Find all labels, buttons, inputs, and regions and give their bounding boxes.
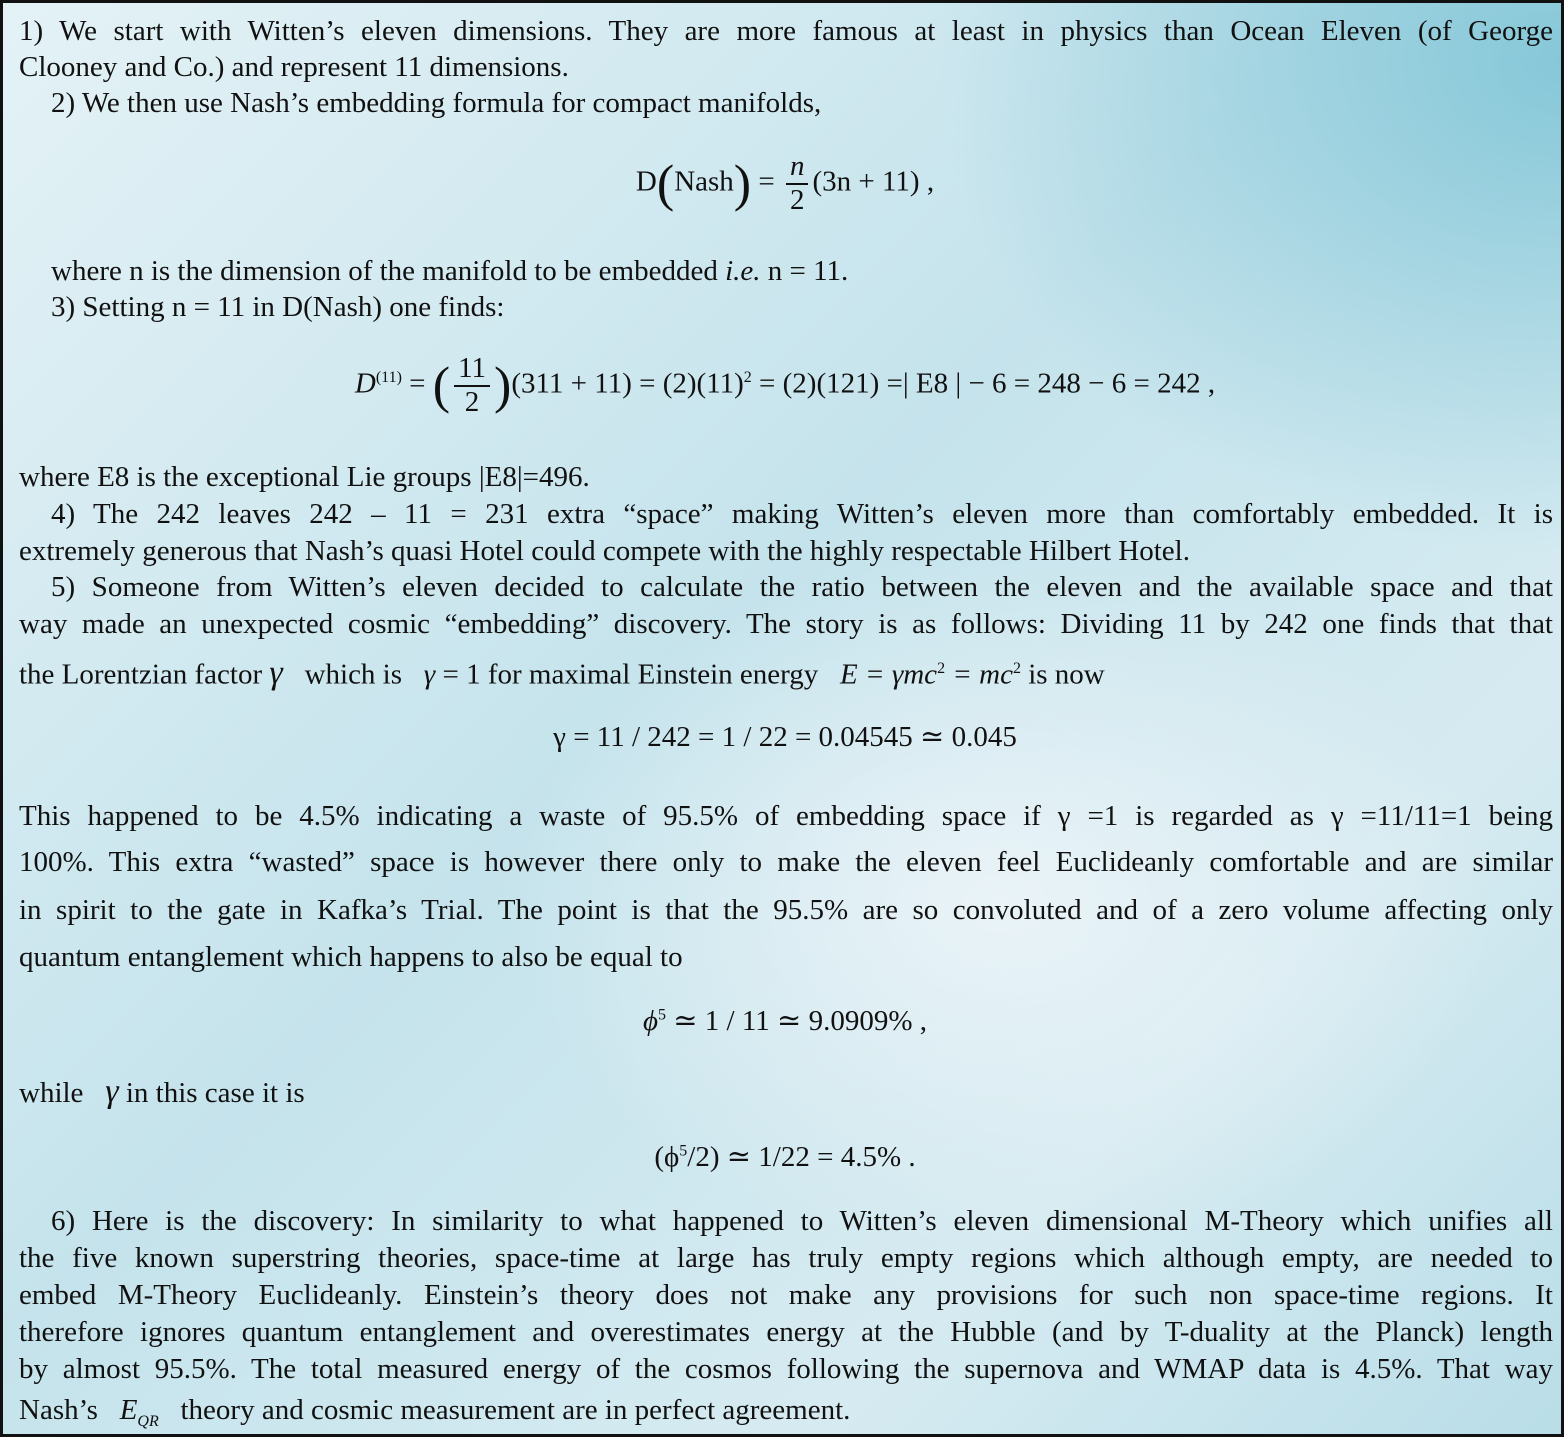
eq-superscript: (11) <box>375 368 402 386</box>
eq-part: /2) ≃ 1/22 = 4.5% . <box>687 1141 916 1173</box>
fraction-denominator: 2 <box>789 183 805 216</box>
text-line: quantum entanglement which happens to also be equal to <box>19 941 683 973</box>
eq-lhs: D <box>354 367 376 400</box>
gamma-symbol: γ <box>269 654 283 692</box>
text-segment: = 1 for maximal Einstein energy <box>442 658 819 691</box>
eq-trail: , <box>926 165 935 198</box>
phi-symbol: ϕ <box>642 1005 658 1037</box>
text-line: embed M-Theory Euclideanly. Einstein’s theory does not make any provisions for such non space-time regions. It <box>19 1279 1553 1311</box>
eq-sign: = <box>758 165 775 198</box>
equation-gamma: γ = 11 / 242 = 1 / 22 = 0.04545 ≃ 0.045 <box>553 721 1017 753</box>
equation-nash: D(Nash) = $\frac{n}{2}$ (3n + 11) , <box>635 150 935 216</box>
eq-rest: = (2)(121) =| E8 | − 6 = 248 − 6 = 242 , <box>759 367 1216 400</box>
fraction-denominator: 2 <box>464 385 480 418</box>
energy-equation: = mc <box>952 658 1013 691</box>
text-segment: is now <box>1028 658 1105 691</box>
text-segment: n = 11. <box>767 255 849 287</box>
text-segment: theory and cosmic measurement are in perfect agreement. <box>180 1394 851 1426</box>
text-line: Clooney and Co.) and represent 11 dimensions. <box>19 51 569 83</box>
text-line: where E8 is the exceptional Lie groups |E8|=496. <box>19 461 590 493</box>
equation-d11: $D^{(11)}$ = ( $\frac{11}{2}$ )$(311 + 11) = (2)(11)^2 = (2)(121)$ =| E8 | − 6 = 248 − 6 = 242 , <box>354 352 1216 418</box>
text-line: 100%. This extra “wasted” space is however there only to make the eleven feel Euclideanly comfortable and are similar <box>19 846 1553 878</box>
equation-phi-half <box>3 1139 1564 1174</box>
eq-rest: ≃ 1 / 11 ≃ 9.0909% , <box>666 1005 927 1037</box>
text-line <box>19 1392 850 1440</box>
text-segment: the Lorentzian factor <box>19 658 263 691</box>
text-segment: where n is the dimension of the manifold to be embedded <box>51 255 718 287</box>
text-line: 3) Setting n = 11 in D(Nash) one finds: <box>51 291 505 323</box>
text-line: the Lorentzian factor γ which is γ = 1 for maximal Einstein energy $E = \gamma mc^2 = mc^2$ is now <box>19 654 1105 692</box>
eq-superscript: 5 <box>679 1142 688 1160</box>
energy-equation: E = γmc <box>840 658 938 691</box>
text-line: 2) We then use Nash’s embedding formula for compact manifolds, <box>51 87 822 119</box>
text-segment: while <box>19 1077 84 1109</box>
eq-rhs: (3n + 11) <box>812 165 920 198</box>
text-segment: which is <box>304 658 403 691</box>
text-line: 4) The 242 leaves 242 – 11 = 231 extra “space” making Witten’s eleven more than comfortably embedded. It is <box>51 498 1553 530</box>
text-line: way made an unexpected cosmic “embedding” discovery. The story is as follows: Dividing 11 by 242 one finds that that <box>19 608 1553 640</box>
text-segment: in this case it is <box>125 1077 305 1109</box>
energy-symbol: E <box>119 1394 138 1426</box>
eq-part: (ϕ <box>654 1141 680 1173</box>
eq-lhs: D <box>635 165 657 198</box>
text-line: 6) Here is the discovery: In similarity to what happened to Witten’s eleven dimensional M-Theory which unifies all <box>51 1205 1553 1237</box>
gamma-symbol: γ <box>423 658 436 691</box>
fraction-numerator: n <box>786 151 809 185</box>
fraction-numerator: 11 <box>454 353 490 387</box>
text-line: in spirit to the gate in Kafka’s Trial. The point is that the 95.5% are so convoluted and of a zero volume affecting only <box>19 894 1553 926</box>
text-line <box>51 253 848 289</box>
energy-subscript: QR <box>137 1412 159 1430</box>
text-line: extremely generous that Nash’s quasi Hotel could compete with the highly respectable Hilbert Hotel. <box>19 535 1190 567</box>
text-line: therefore ignores quantum entanglement and overestimates energy at the Hubble (and by T-duality at the Planck) length <box>19 1316 1553 1348</box>
text-line: by almost 95.5%. The total measured energy of the cosmos following the supernova and WMAP data is 4.5%. That way <box>19 1353 1553 1385</box>
text-line <box>19 1074 305 1111</box>
eq-superscript: 5 <box>658 1006 666 1024</box>
eq-superscript: 2 <box>743 368 752 386</box>
gamma-symbol: γ <box>105 1073 119 1110</box>
equation-phi <box>3 1003 1564 1038</box>
text-line: the five known superstring theories, space-time at large has truly empty regions which although empty, are needed to <box>19 1242 1553 1274</box>
text-segment: Nash’s <box>19 1394 98 1426</box>
text-line: This happened to be 4.5% indicating a waste of 95.5% of embedding space if γ =1 is regarded as γ =11/11=1 being <box>19 800 1553 832</box>
fraction <box>786 151 809 217</box>
text-line: 1) We start with Witten’s eleven dimensions. They are more famous at least in physics than Ocean Eleven (of George <box>19 15 1553 47</box>
fraction <box>454 353 490 419</box>
eq-arg: Nash <box>674 165 734 198</box>
eq-rest: (311 + 11) = (2)(11) <box>511 367 744 400</box>
text-line: 5) Someone from Witten’s eleven decided to calculate the ratio between the eleven and the available space and that <box>51 571 1553 603</box>
text-italic: i.e. <box>725 255 761 287</box>
